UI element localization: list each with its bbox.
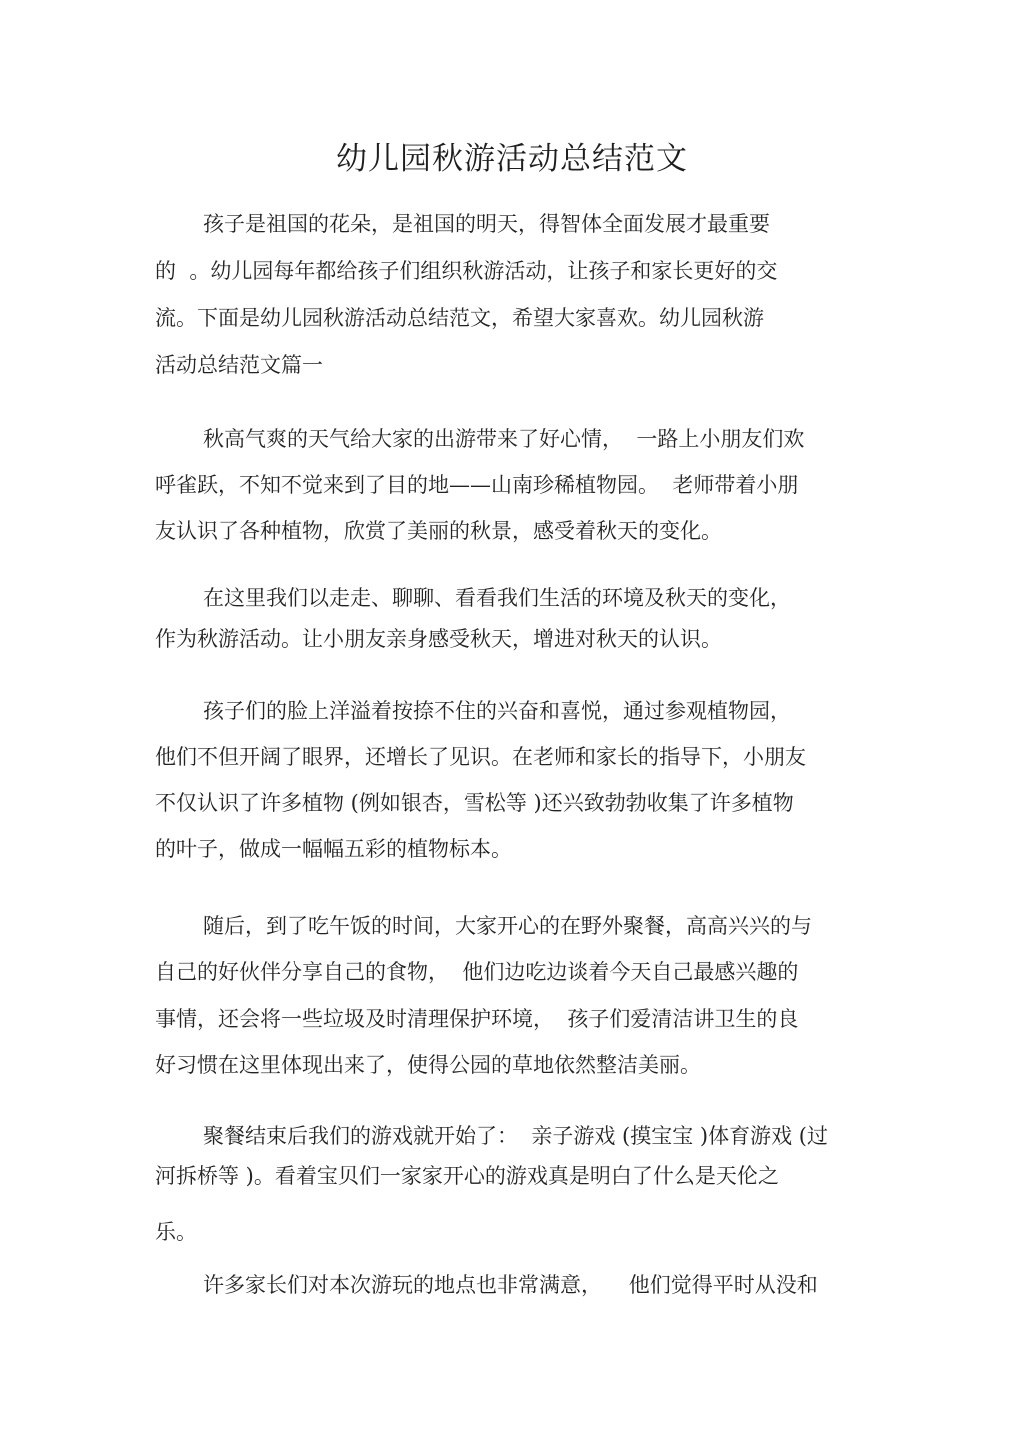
paragraph-line: 在这里我们以走走、聊聊、看看我们生活的环境及秋天的变化，: [203, 586, 791, 610]
paragraph-line: 不仅认识了许多植物 (例如银杏，雪松等 )还兴致勃勃收集了许多植物: [155, 791, 794, 815]
paragraph-line: 的叶子，做成一幅幅五彩的植物标本。: [155, 837, 512, 861]
paragraph-line: 活动总结范文篇一: [155, 353, 323, 377]
paragraph-line: 的 。幼儿园每年都给孩子们组织秋游活动，让孩子和家长更好的交: [155, 259, 778, 283]
paragraph-line: 孩子们的脸上洋溢着按捺不住的兴奋和喜悦，通过参观植物园，: [203, 699, 791, 723]
paragraph-line: 许多家长们对本次游玩的地点也非常满意， 他们觉得平时从没和: [203, 1273, 818, 1297]
paragraph-line: 自己的好伙伴分享自己的食物， 他们边吃边谈着今天自己最感兴趣的: [155, 960, 799, 984]
paragraph-line: 秋高气爽的天气给大家的出游带来了好心情， 一路上小朋友们欢: [203, 427, 805, 451]
paragraph-line: 聚餐结束后我们的游戏就开始了： 亲子游戏 (摸宝宝 )体育游戏 (过: [203, 1124, 828, 1148]
paragraph-line: 流。下面是幼儿园秋游活动总结范文，希望大家喜欢。幼儿园秋游: [155, 306, 764, 330]
paragraph-line: 友认识了各种植物，欣赏了美丽的秋景，感受着秋天的变化。: [155, 519, 722, 543]
paragraph-line: 河拆桥等 )。看着宝贝们一家家开心的游戏真是明白了什么是天伦之: [155, 1164, 779, 1188]
paragraph-line: 他们不但开阔了眼界，还增长了见识。在老师和家长的指导下，小朋友: [155, 745, 806, 769]
paragraph-line: 乐。: [155, 1220, 197, 1244]
paragraph-line: 孩子是祖国的花朵，是祖国的明天，得智体全面发展才最重要: [203, 212, 770, 236]
paragraph-line: 作为秋游活动。让小朋友亲身感受秋天，增进对秋天的认识。: [155, 627, 722, 651]
paragraph-line: 好习惯在这里体现出来了，使得公园的草地依然整洁美丽。: [155, 1053, 701, 1077]
paragraph-line: 事情，还会将一些垃圾及时清理保护环境， 孩子们爱清洁讲卫生的良: [155, 1007, 799, 1031]
paragraph-line: 呼雀跃，不知不觉来到了目的地——山南珍稀植物园。 老师带着小朋: [155, 473, 799, 497]
document-title: 幼儿园秋游活动总结范文: [336, 141, 688, 177]
paragraph-line: 随后，到了吃午饭的时间，大家开心的在野外聚餐，高高兴兴的与: [203, 914, 812, 938]
